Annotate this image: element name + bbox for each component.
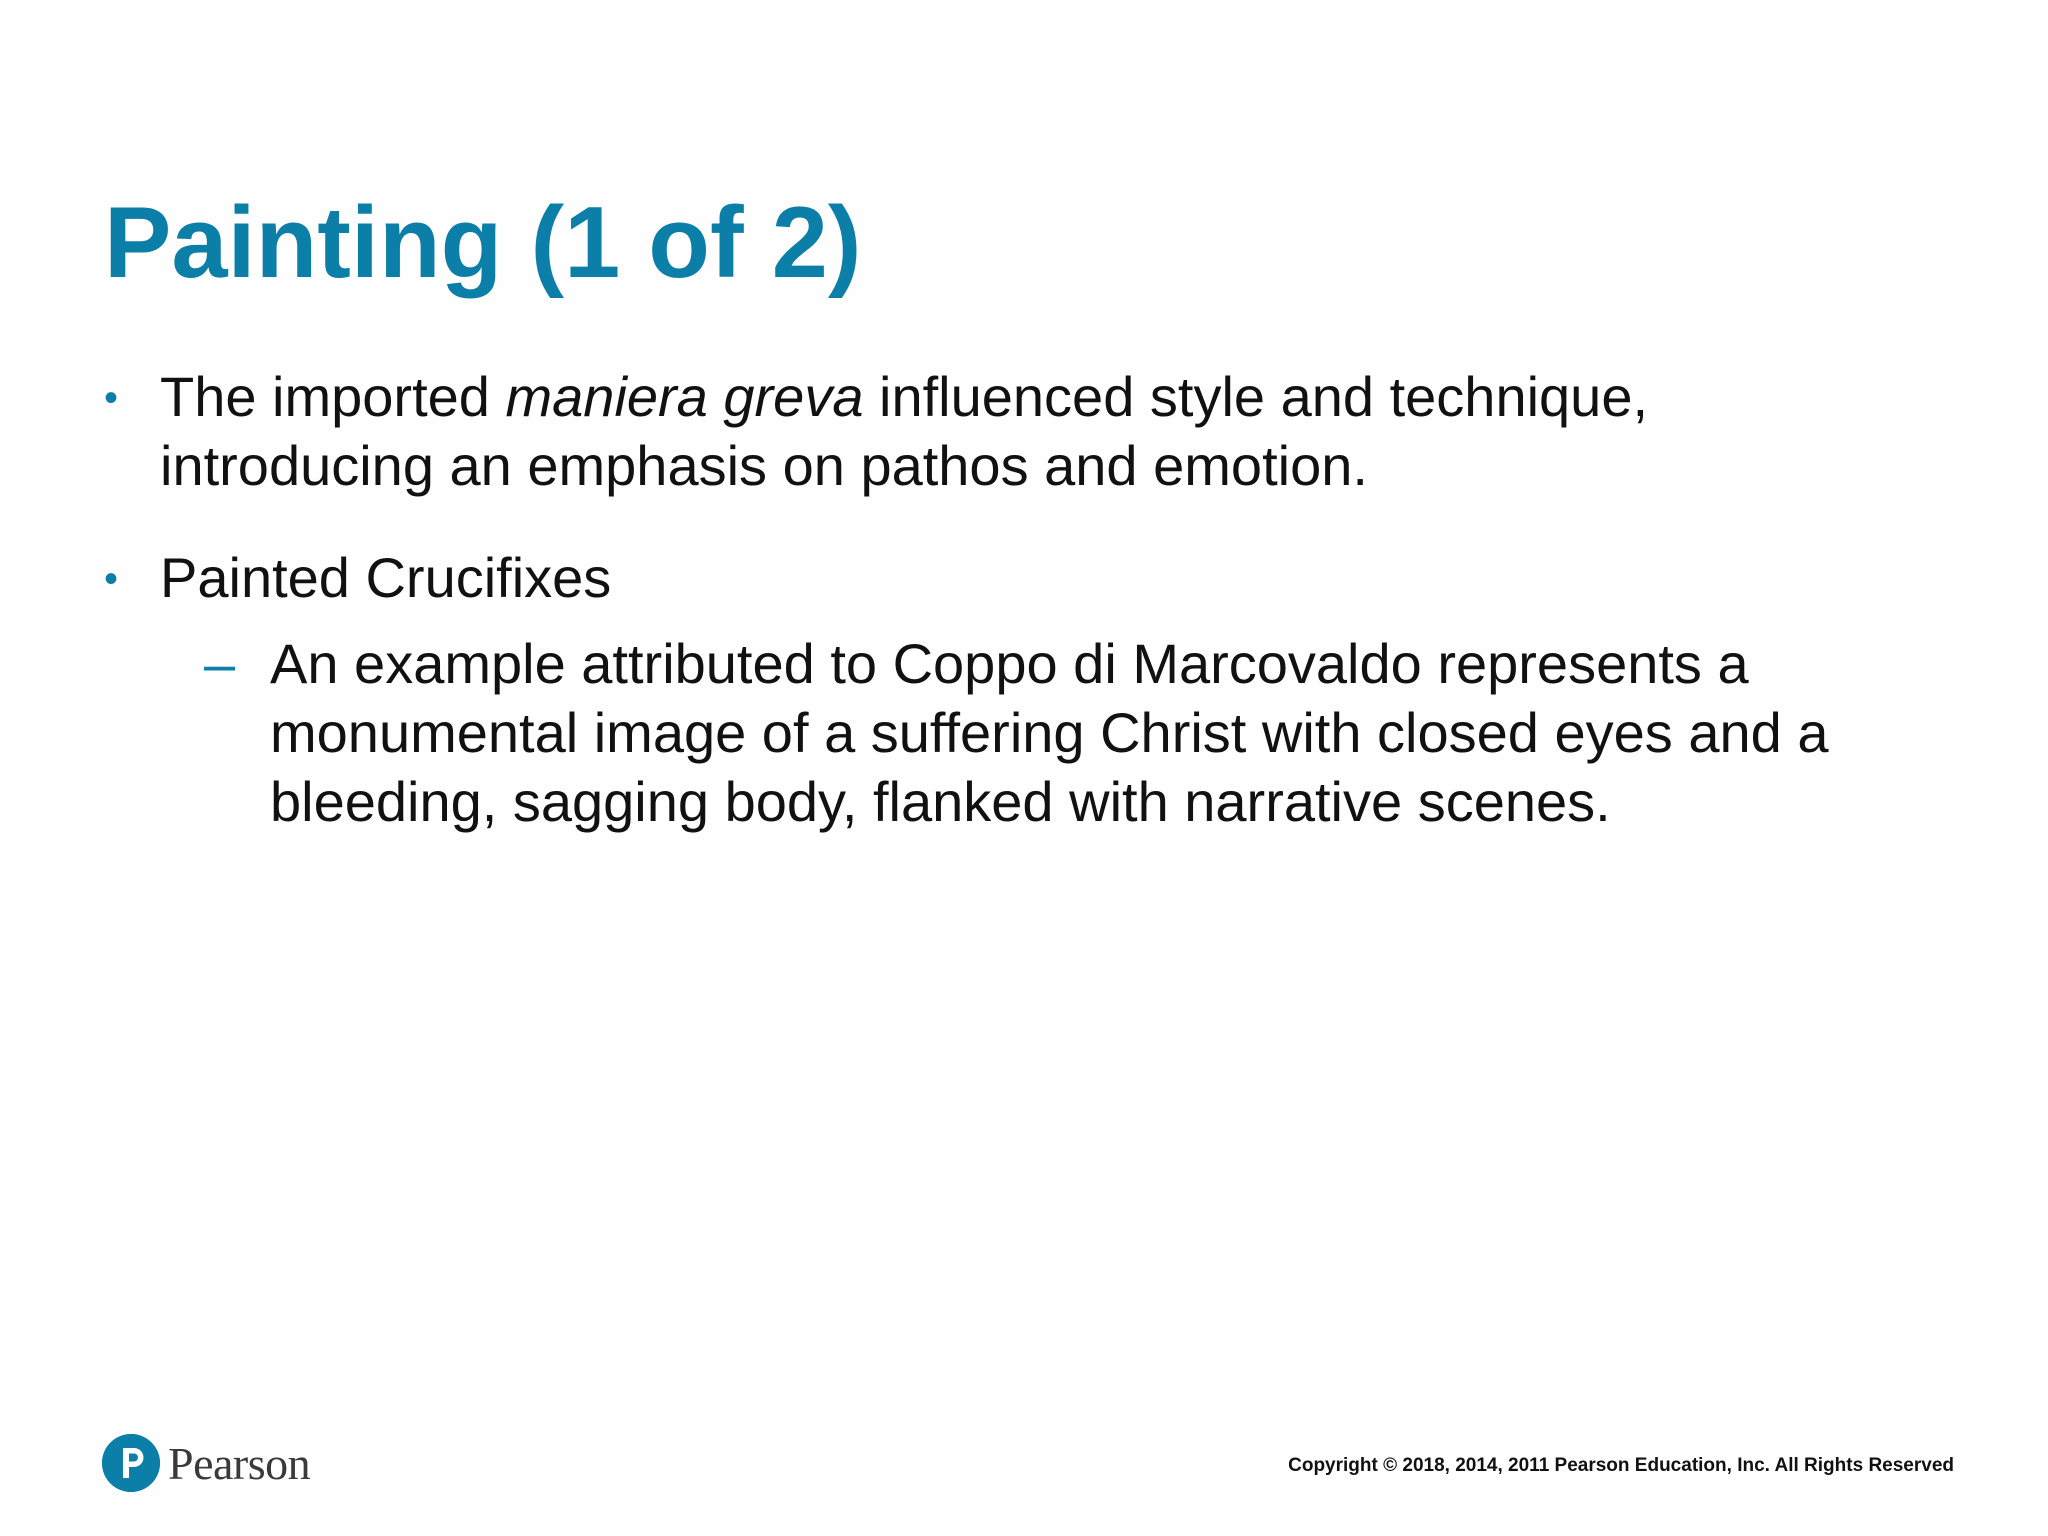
bullet-1-text-pre: The imported — [160, 365, 506, 428]
pearson-logo — [102, 1434, 310, 1492]
copyright-notice: Copyright © 2018, 2014, 2011 Pearson Education, Inc. All Rights Reserved — [1288, 1455, 1954, 1476]
sub-bullet-line-1: An example attributed to Coppo di Marcovaldo represents a — [270, 632, 1749, 695]
bullet-marker: • — [104, 376, 119, 420]
bullet-1-text-post: influenced style and technique, — [863, 365, 1649, 428]
sub-bullet-line-2: monumental image of a suffering Christ with closed eyes and a — [270, 701, 1829, 764]
bullet-marker: • — [104, 557, 119, 601]
bullet-1-line-2: introducing an emphasis on pathos and emotion. — [160, 434, 1368, 497]
bullet-1-italic-term: maniera greva — [505, 365, 864, 428]
sub-bullet-line-3: bleeding, sagging body, flanked with narrative scenes. — [270, 770, 1611, 833]
bullet-2-text: Painted Crucifixes — [160, 546, 612, 609]
logo-wordmark: Pearson — [168, 1437, 311, 1489]
slide-title: Painting (1 of 2) — [104, 187, 862, 299]
bullet-1-line-1 — [160, 362, 1648, 431]
sub-bullet-marker: – — [204, 632, 236, 695]
pearson-p-icon — [102, 1434, 160, 1492]
